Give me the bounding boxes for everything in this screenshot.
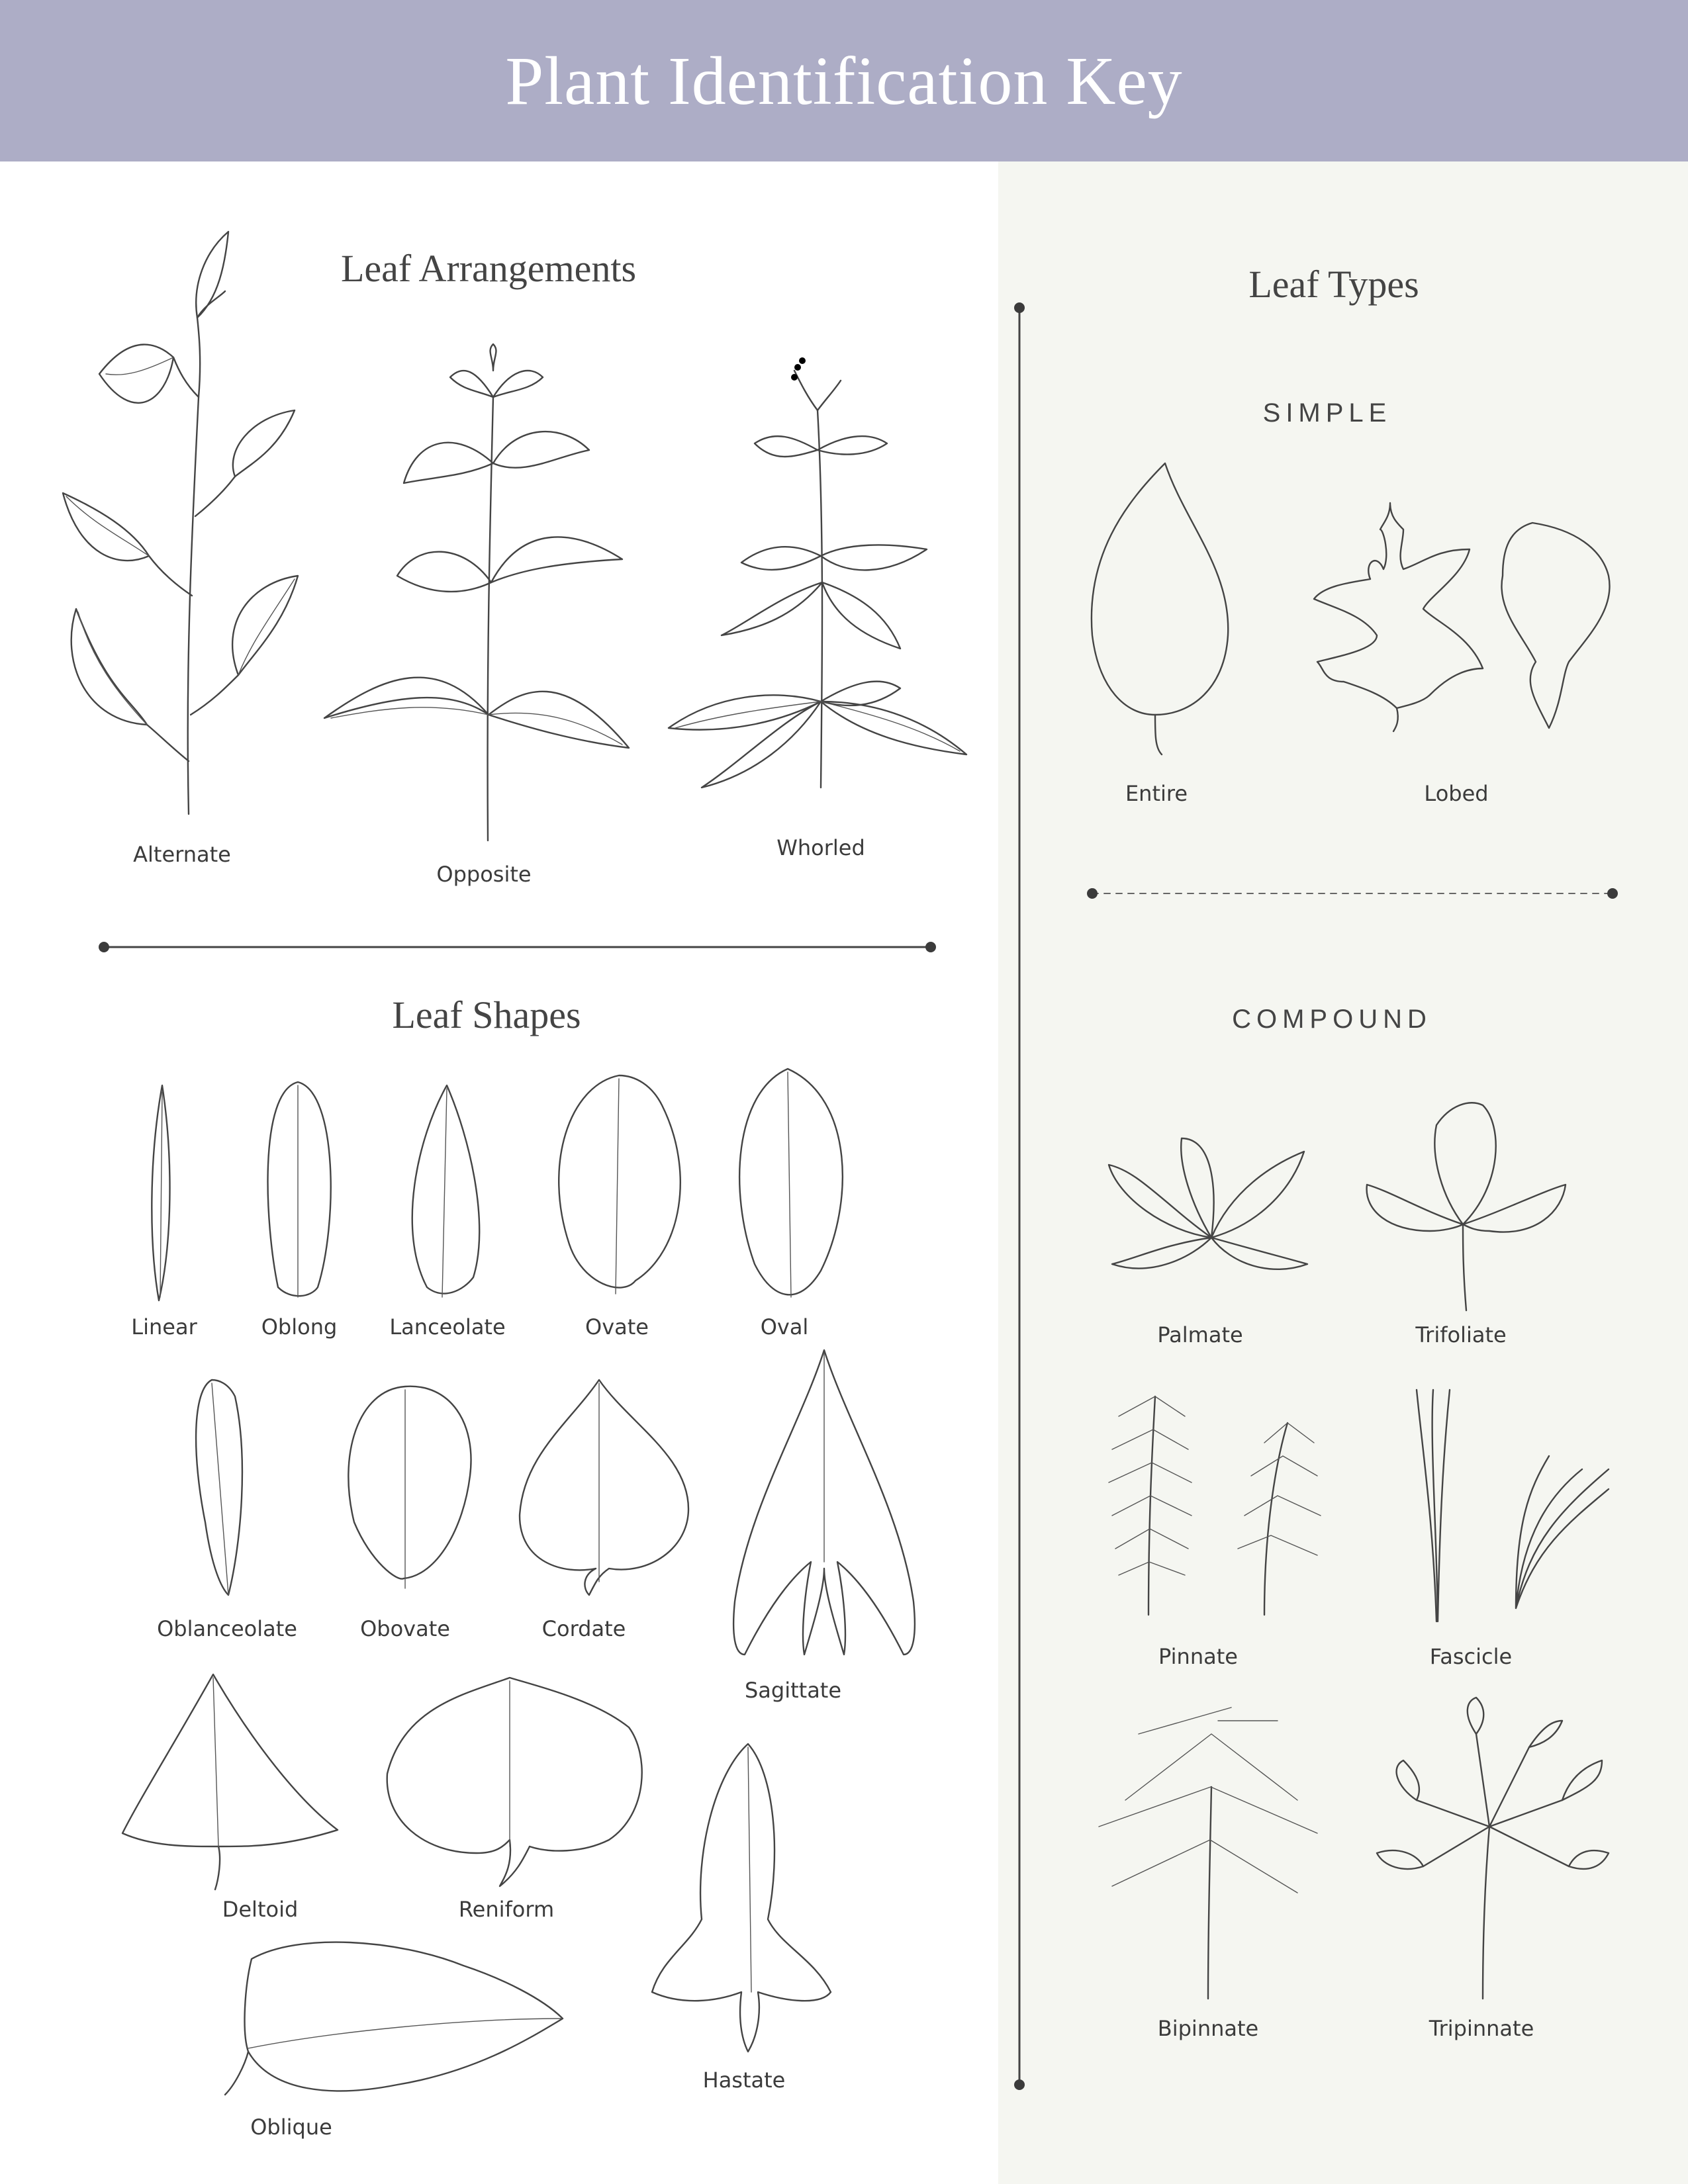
entire-illustration [1092,463,1228,754]
leaf-shapes-heading: Leaf Shapes [392,993,581,1036]
linear-illustration [152,1085,169,1300]
label-opposite: Opposite [436,862,532,887]
label-hastate: Hastate [702,2068,786,2093]
whorled-illustration [669,357,966,788]
label-ovate: Ovate [585,1314,649,1340]
cordate-illustration [520,1380,688,1595]
reniform-illustration [387,1678,642,1886]
vertical-divider [1014,302,1025,2090]
label-tripinnate: Tripinnate [1429,2016,1534,2041]
label-alternate: Alternate [133,842,231,867]
trifoliate-illustration [1367,1103,1566,1310]
oblong-illustration [268,1082,331,1297]
lobed-illustration [1314,503,1610,731]
label-oblique: Oblique [250,2115,332,2140]
label-entire: Entire [1125,781,1188,806]
dashed-divider [1087,888,1618,899]
hastate-illustration [652,1744,831,2052]
leaf-types-heading: Leaf Types [1248,263,1419,306]
tripinnate-illustration [1377,1698,1609,1999]
label-cordate: Cordate [541,1616,626,1641]
deltoid-illustration [122,1674,338,1889]
simple-subheading: SIMPLE [1262,398,1392,428]
label-obovate: Obovate [360,1616,450,1641]
label-oval: Oval [760,1314,809,1340]
palmate-illustration [1109,1138,1307,1269]
oval-illustration [739,1069,843,1297]
section-divider [99,942,936,952]
compound-subheading: COMPOUND [1232,1005,1432,1034]
pinnate-illustration [1109,1396,1321,1615]
page-title: Plant Identification Key [505,42,1183,119]
obovate-illustration [348,1387,471,1588]
leaf-arrangements-heading: Leaf Arrangements [340,247,637,290]
label-fascicle: Fascicle [1429,1644,1513,1669]
fascicle-illustration [1417,1390,1609,1621]
label-bipinnate: Bipinnate [1157,2016,1259,2041]
opposite-illustration [324,344,629,841]
bipinnate-illustration [1099,1707,1317,1999]
label-sagittate: Sagittate [744,1678,842,1703]
label-pinnate: Pinnate [1158,1644,1238,1669]
label-lobed: Lobed [1424,781,1489,806]
label-whorled: Whorled [776,835,865,860]
ovate-illustration [559,1075,680,1294]
label-oblanceolate: Oblanceolate [157,1616,297,1641]
label-linear: Linear [131,1314,197,1340]
label-trifoliate: Trifoliate [1415,1322,1507,1347]
lanceolate-illustration [412,1085,479,1297]
label-deltoid: Deltoid [222,1897,299,1922]
sagittate-illustration [733,1350,915,1655]
label-lanceolate: Lanceolate [389,1314,506,1340]
oblanceolate-illustration [196,1380,242,1595]
label-palmate: Palmate [1157,1322,1243,1347]
alternate-illustration [63,232,298,814]
label-reniform: Reniform [458,1897,555,1922]
label-oblong: Oblong [261,1314,338,1340]
oblique-illustration [225,1942,563,2095]
